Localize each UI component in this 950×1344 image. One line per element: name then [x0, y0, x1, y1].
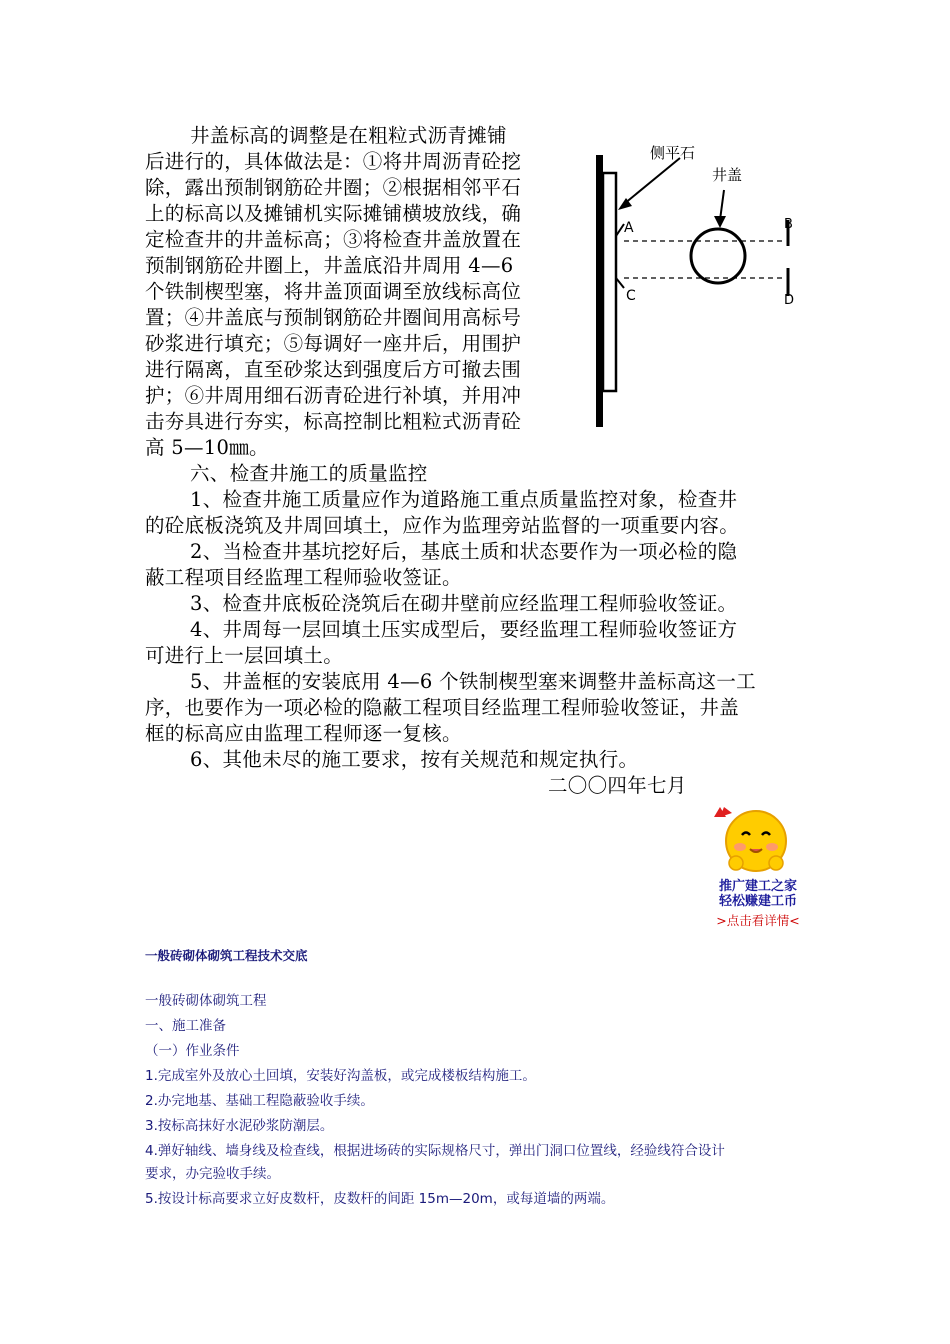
body-text-line: 3、检查井底板砼浇筑后在砌井壁前应经监理工程师验收签证。	[190, 592, 738, 615]
body-text-line: 上的标高以及摊铺机实际摊铺横坡放线，确	[145, 202, 522, 225]
smiley-icon	[706, 805, 810, 877]
body-text-line: 序，也要作为一项必检的隐蔽工程项目经监理工程师验收签证，井盖	[145, 696, 740, 719]
body-text-line: 置；④井盖底与预制钢筋砼井圈间用高标号	[145, 306, 522, 329]
well-cover-diagram	[588, 128, 810, 433]
body-text-line: 二〇〇四年七月	[548, 774, 687, 797]
body-text-line: 框的标高应由监理工程师逐一复核。	[145, 722, 462, 745]
body-text-line: 六、检查井施工的质量监控	[190, 462, 428, 485]
lower-line: 5.按设计标高要求立好皮数杆，皮数杆的间距 15m—20m，或每道墙的两端。	[145, 1191, 615, 1207]
well-cover-circle	[691, 229, 745, 283]
body-text-line: 的砼底板浇筑及井周回填土，应作为监理旁站监督的一项重要内容。	[145, 514, 740, 537]
lower-line: 一般砖砌体砌筑工程	[145, 993, 267, 1009]
promo-banner[interactable]	[706, 805, 810, 933]
promo-line-1: 推广建工之家	[718, 879, 797, 894]
side-stone	[603, 173, 616, 391]
body-text-line: 2、当检查井基坑挖好后，基底土质和状态要作为一项必检的隐	[190, 540, 738, 563]
lower-line: 要求，办完验收手续。	[145, 1166, 280, 1182]
well-cover-arrow	[720, 190, 724, 220]
body-text-line: 6、其他未尽的施工要求，按有关规范和规定执行。	[190, 748, 639, 771]
body-text-line: 井盖标高的调整是在粗粒式沥青摊铺	[190, 124, 507, 147]
body-text-line: 击夯具进行夯实，标高控制比粗粒式沥青砼	[145, 410, 522, 433]
body-text-line: 预制钢筋砼井圈上，井盖底沿井周用 4—6	[145, 254, 514, 277]
label-c: C	[626, 288, 636, 304]
body-text-line: 可进行上一层回填土。	[145, 644, 344, 667]
body-text-line: 进行隔离，直至砂浆达到强度后方可撤去围	[145, 358, 522, 381]
well-cover-arrowhead	[714, 216, 726, 228]
body-text-line: 高 5—10㎜。	[145, 436, 269, 459]
label-a: A	[624, 220, 634, 236]
body-text-line: 蔽工程项目经监理工程师验收签证。	[145, 566, 462, 589]
promo-line-2: 轻松赚建工币	[718, 894, 797, 909]
lower-line: 2.办完地基、基础工程隐蔽验收手续。	[145, 1093, 374, 1109]
body-text-line: 4、井周每一层回填土压实成型后，要经监理工程师验收签证方	[190, 618, 738, 641]
side-stone-arrow	[624, 158, 680, 204]
lower-line: （一）作业条件	[145, 1043, 240, 1059]
body-text-line: 后进行的，具体做法是：①将井周沥青砼挖	[145, 150, 522, 173]
lower-line: 3.按标高抹好水泥砂浆防潮层。	[145, 1118, 334, 1134]
body-text-line: 1、检查井施工质量应作为道路施工重点质量监控对象，检查井	[190, 488, 738, 511]
well-cover-label: 井盖	[712, 166, 743, 184]
lower-line: 一、施工准备	[145, 1018, 226, 1034]
body-text-line: 砂浆进行填充；⑤每调好一座井后，用围护	[145, 332, 522, 355]
body-text-line: 个铁制楔型塞，将井盖顶面调至放线标高位	[145, 280, 522, 303]
promo-details-link[interactable]: >点击看详情<	[716, 913, 800, 928]
body-text-line: 5、井盖框的安装底用 4—6 个铁制楔型塞来调整井盖标高这一工	[190, 670, 756, 693]
section-title: 一般砖砌体砌筑工程技术交底	[145, 948, 308, 963]
side-stone-label: 侧平石	[650, 144, 696, 162]
lower-line: 4.弹好轴线、墙身线及检查线，根据进场砖的实际规格尺寸，弹出门洞口位置线，经验线符合设计	[145, 1143, 725, 1159]
body-text-line: 定检查井的井盖标高；③将检查井盖放置在	[145, 228, 522, 251]
body-text-line: 除，露出预制钢筋砼井圈；②根据相邻平石	[145, 176, 522, 199]
lower-line: 1.完成室外及放心土回填，安装好沟盖板，或完成楼板结构施工。	[145, 1068, 536, 1084]
label-d: D	[784, 293, 795, 308]
label-b: B	[784, 217, 793, 232]
body-text-line: 护；⑥井周用细石沥青砼进行补填，并用冲	[145, 384, 522, 407]
